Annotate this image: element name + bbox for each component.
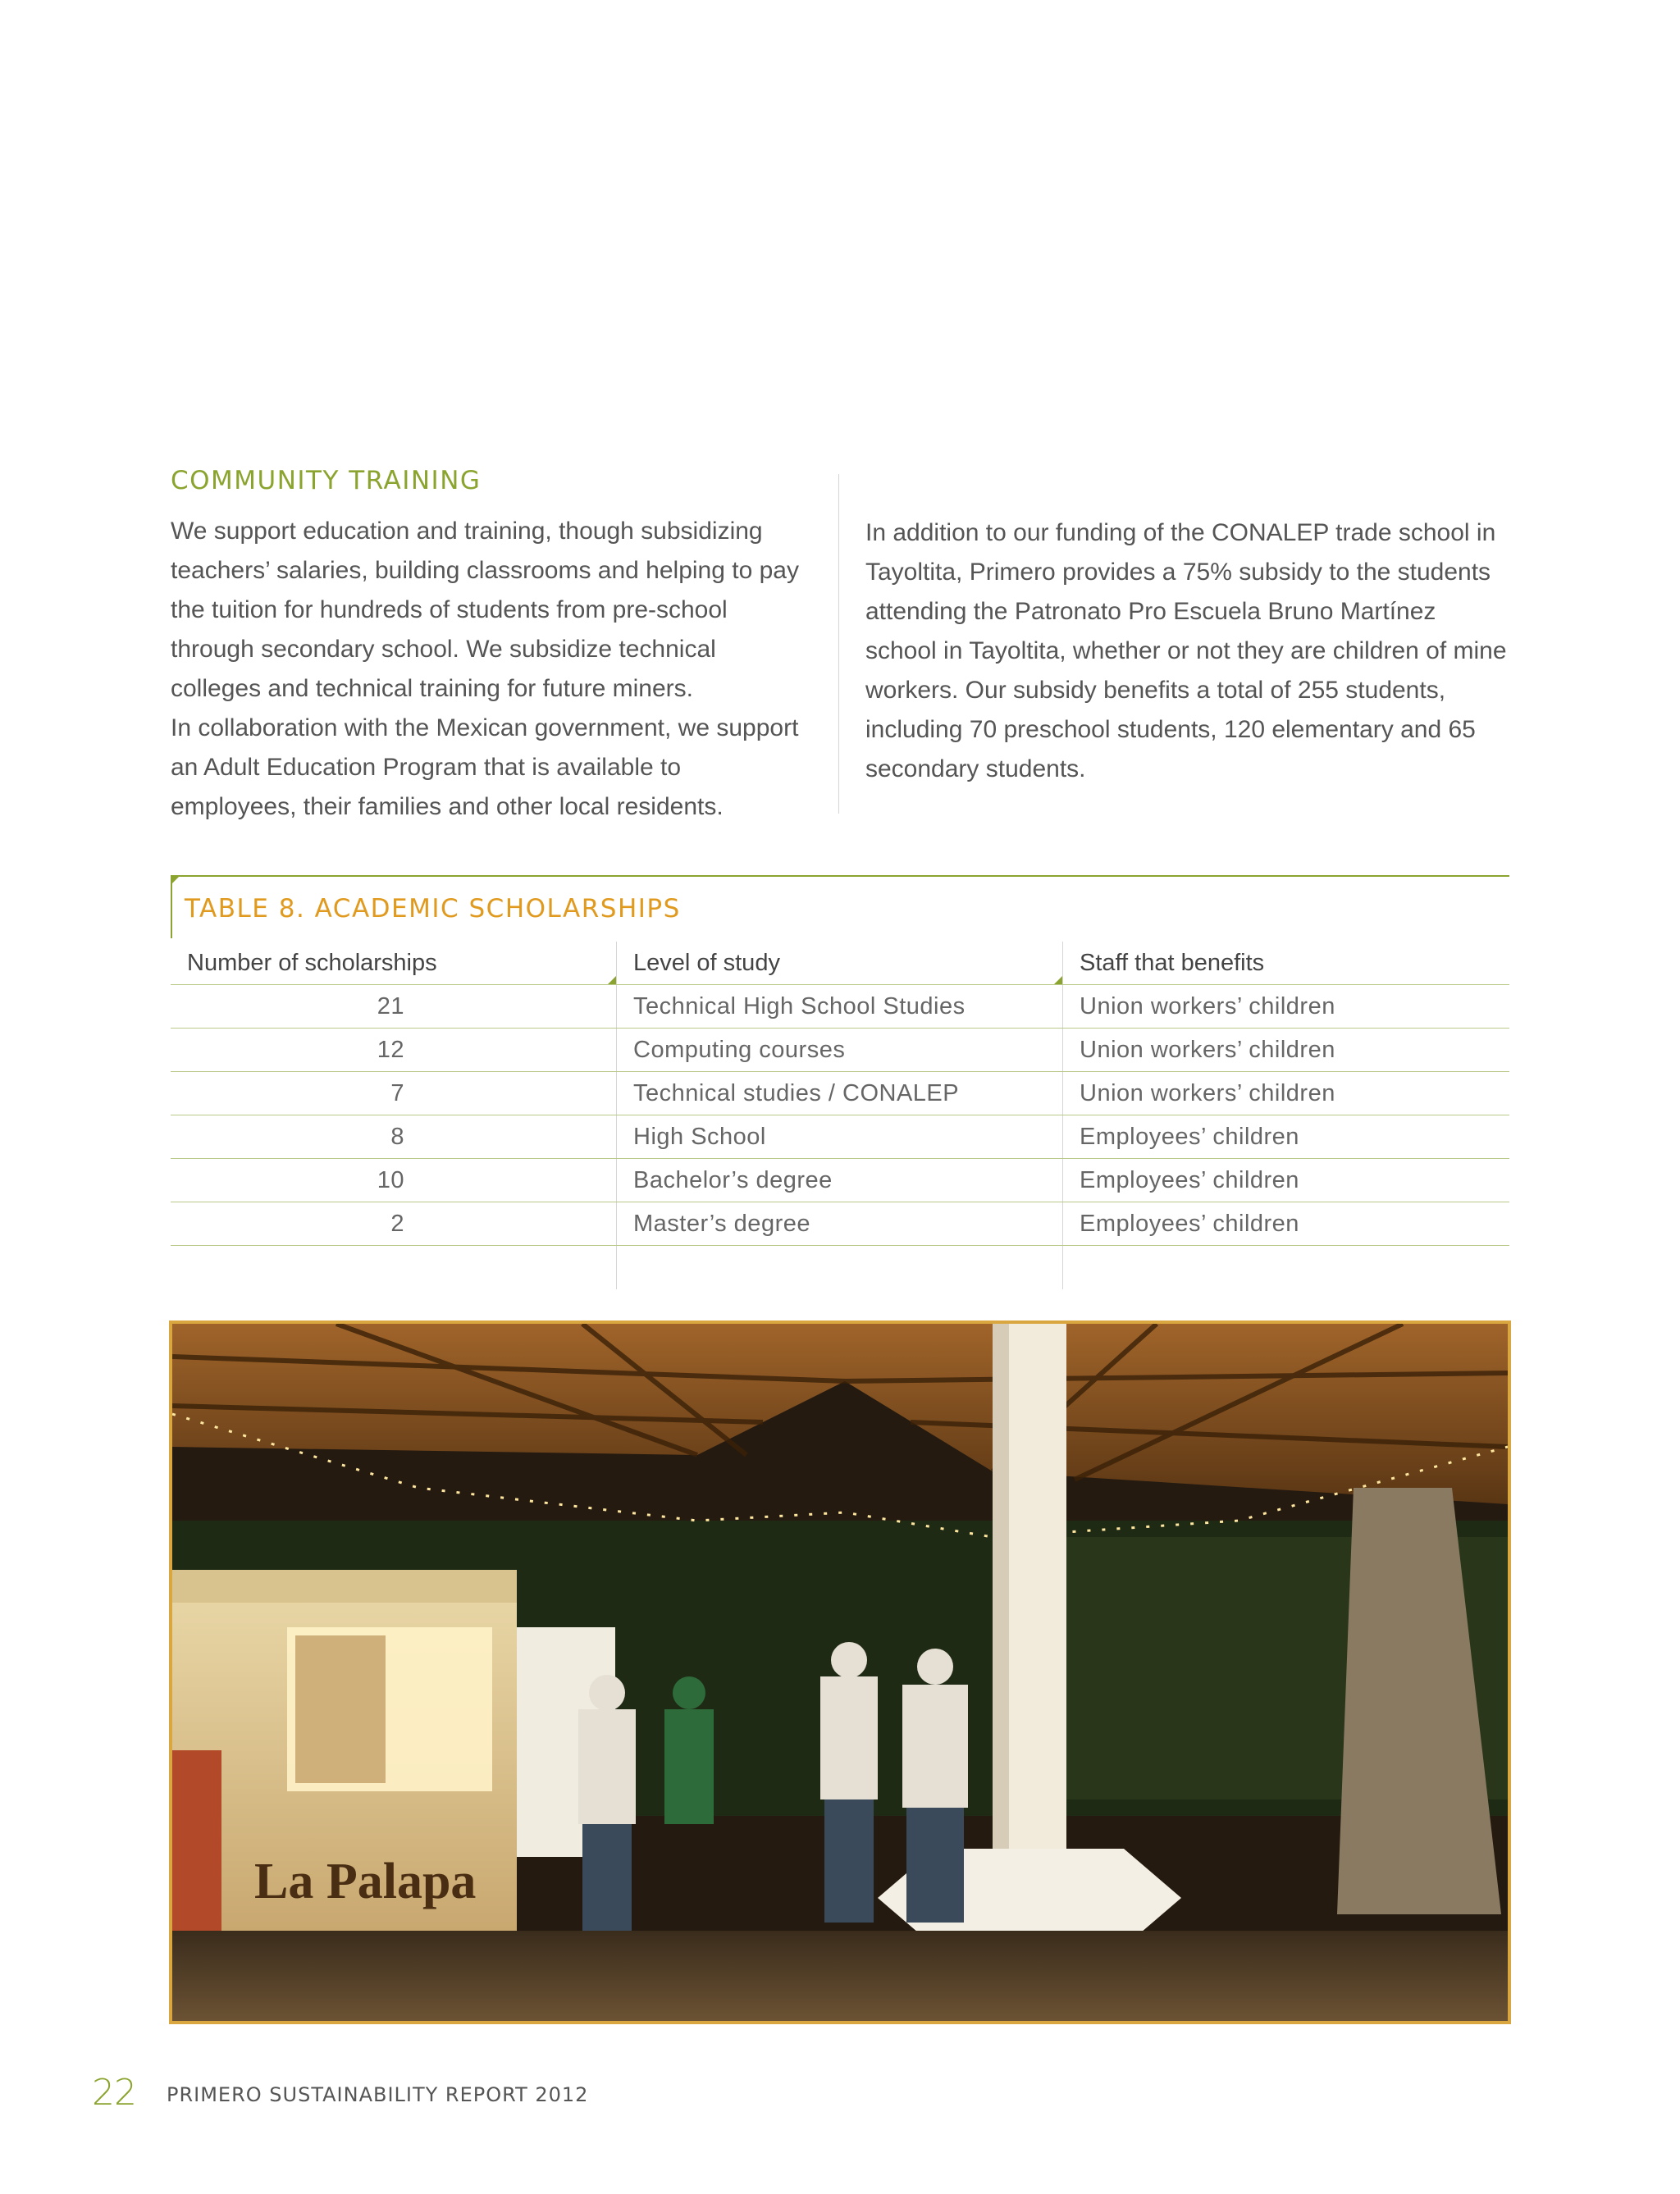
kiosk-sign-text: La Palapa [254, 1854, 477, 1909]
header-tick-accent [1054, 976, 1062, 984]
scholarships-table [171, 942, 1509, 1289]
header-tick-accent [608, 976, 616, 984]
cell-level: Technical studies / CONALEP [616, 1072, 1062, 1115]
right-paragraph: In addition to our funding of the CONALEP trade school in Tayoltita, Primero provides a 75% subsidy to the students attending the Patronato Pro Escuela Bruno Martínez school in Tayoltita, whether or not they are children of mine workers. Our subsidy benefits a total of 255 students, including 70 preschool students, 120 elementary and 65 secondary students. [865, 519, 1507, 782]
header-number-of-scholarships [171, 942, 616, 984]
cell-level: Technical High School Studies [616, 985, 1062, 1028]
table-row [171, 1029, 1509, 1072]
cell-staff: Union workers’ children [1062, 1029, 1509, 1071]
table-row [171, 985, 1509, 1029]
table-row [171, 1115, 1509, 1159]
left-column-text [171, 512, 802, 827]
table-corner-accent [171, 875, 180, 885]
cell-staff: Union workers’ children [1062, 1072, 1509, 1115]
cell-count: 8 [390, 1123, 404, 1150]
table-frame-top [171, 875, 1509, 877]
table-row [171, 1202, 1509, 1246]
cell-count: 2 [390, 1210, 404, 1237]
table-row [171, 1159, 1509, 1202]
empty-cell [616, 1246, 1062, 1289]
cell-level: Master’s degree [616, 1202, 1062, 1245]
section-title: COMMUNITY TRAINING [171, 466, 482, 495]
header-label: Staff that benefits [1080, 949, 1265, 976]
palapa-photo [169, 1321, 1511, 2024]
cell-count: 21 [377, 992, 404, 1019]
cell-level: Bachelor’s degree [616, 1159, 1062, 1202]
cell-count: 7 [390, 1079, 404, 1106]
cell-staff: Union workers’ children [1062, 985, 1509, 1028]
table-header-row [171, 942, 1509, 985]
cell-staff: Employees’ children [1062, 1202, 1509, 1245]
cell-level: High School [616, 1115, 1062, 1158]
header-label: Number of scholarships [187, 949, 437, 976]
empty-cell [171, 1246, 616, 1289]
cell-staff: Employees’ children [1062, 1159, 1509, 1202]
column-divider [838, 474, 839, 814]
table-empty-footer-row [171, 1246, 1509, 1289]
header-staff-that-benefits [1062, 942, 1509, 984]
page-number: 22 [92, 2072, 136, 2114]
report-title: PRIMERO SUSTAINABILITY REPORT 2012 [167, 2083, 589, 2106]
palapa-illustration [172, 1324, 1508, 2021]
right-column-text [865, 513, 1513, 789]
left-paragraph-2: In collaboration with the Mexican government, we support an Adult Education Program that is available to employees, their families and other local residents. [171, 714, 799, 820]
header-level-of-study [616, 942, 1062, 984]
cell-count: 12 [377, 1036, 404, 1063]
header-label: Level of study [633, 949, 780, 976]
cell-count: 10 [377, 1166, 404, 1193]
left-paragraph-1: We support education and training, though subsidizing teachers’ salaries, building classrooms and helping to pay the tuition for hundreds of students from pre-school through secondary school. We subsidize technical colleges and technical training for future miners. [171, 518, 799, 702]
cell-level: Computing courses [616, 1029, 1062, 1071]
table-row [171, 1072, 1509, 1115]
cell-staff: Employees’ children [1062, 1115, 1509, 1158]
empty-cell [1062, 1246, 1509, 1289]
table-title: TABLE 8. ACADEMIC SCHOLARSHIPS [185, 894, 681, 924]
